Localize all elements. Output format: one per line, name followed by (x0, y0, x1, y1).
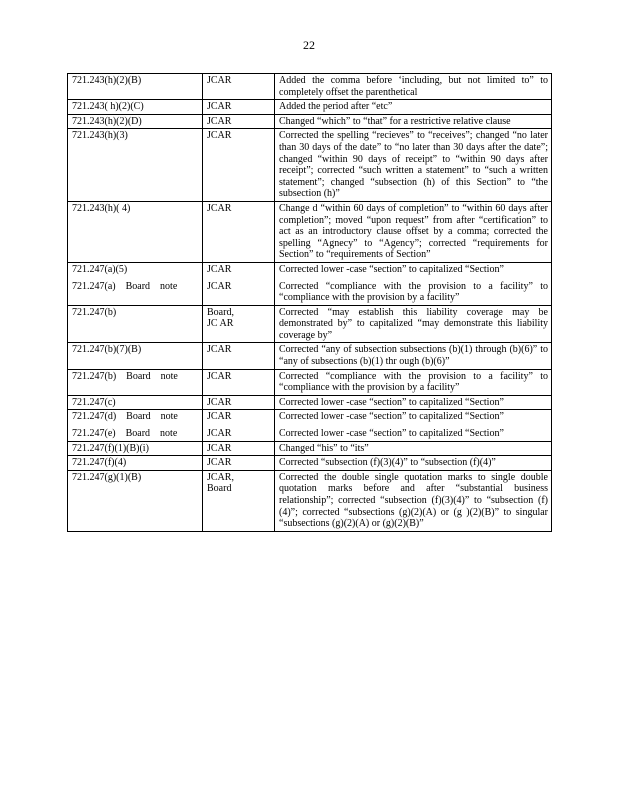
source-text: JCAR (207, 344, 232, 356)
section-text: 721.243(h)(2)(D) (72, 115, 142, 127)
source-text: JCAR (207, 263, 232, 275)
section-cell (68, 456, 203, 471)
change-text: Corrected “subsection (f)(3)(4)” to “subsection (f)(4)” (279, 457, 496, 469)
section-cell (68, 100, 203, 115)
table-row (68, 369, 552, 395)
source-text: JCAR, Board (207, 471, 234, 495)
section-cell (68, 343, 203, 369)
table-row (68, 74, 552, 100)
change-text: Corrected lower -case “section” to capitalized “Section” (279, 428, 504, 440)
change-cell (275, 343, 552, 369)
table-row (68, 441, 552, 456)
change-text: Corrected lower -case “section” to capitalized “Section” (279, 411, 504, 423)
table-row (68, 114, 552, 129)
source-text: JCAR (207, 101, 232, 113)
change-cell (275, 305, 552, 343)
change-text: Corrected “compliance with the provision to a facility” to “compliance with the provision by a facility” (279, 280, 551, 304)
section-cell (68, 129, 203, 202)
source-cell (203, 114, 275, 129)
section-cell (68, 369, 203, 395)
source-text: JCAR (207, 130, 232, 142)
section-text: 721.247(c) (72, 396, 116, 408)
table-row (68, 262, 552, 305)
source-cell (203, 262, 275, 305)
change-text: Corrected “compliance with the provision to a facility” to “compliance with the provision by a facility” (279, 370, 551, 394)
section-text: 721.243(h)(2)(B) (72, 75, 142, 86)
source-text: JCAR (207, 75, 232, 86)
change-cell (275, 74, 552, 100)
change-cell (275, 201, 552, 262)
section-cell (68, 441, 203, 456)
section-text: 721.247(b)(7)(B) (72, 344, 142, 356)
change-cell (275, 395, 552, 410)
change-text: Added the comma before ‘including, but not limited to” to completely offset the parenthetical (279, 75, 551, 98)
table-row (68, 129, 552, 202)
changes-table-body (68, 74, 552, 532)
source-text: JCAR (207, 280, 232, 292)
section-text: 721.247(b) Board note (72, 370, 178, 382)
section-cell (68, 201, 203, 262)
source-text: JCAR (207, 411, 232, 423)
change-text: Corrected lower -case “section” to capitalized “Section” (279, 263, 504, 275)
section-text: 721.243( h)(2)(C) (72, 101, 144, 113)
table-row (68, 470, 552, 531)
source-cell (203, 470, 275, 531)
change-text: Added the period after “etc” (279, 101, 393, 113)
source-text: JCAR (207, 428, 232, 440)
source-cell (203, 100, 275, 115)
section-text: 721.247(e) Board note (72, 428, 178, 440)
table-row (68, 410, 552, 441)
change-cell (275, 470, 552, 531)
change-text: Corrected the spelling “recieves” to “receives”; changed “no later than 30 days of the date” to “no later than 30 days after the date”; changed “within 90 days of receipt” to “within 90 days after receipt”; corrected “such written a statement” to “such a written statement”; changed “subsection (h) of this Section” to “the subsection (h)” (279, 130, 551, 200)
page-number: 22 (303, 38, 315, 52)
section-cell (68, 470, 203, 531)
change-cell (275, 456, 552, 471)
table-row (68, 100, 552, 115)
section-cell (68, 74, 203, 100)
table-row (68, 456, 552, 471)
source-cell (203, 201, 275, 262)
section-text: 721.243(h)( 4) (72, 202, 131, 214)
change-cell (275, 410, 552, 441)
change-text: Change d “within 60 days of completion” to “within 60 days after completion”; moved “upon request” from after “certification” to act as an introductory clause offset by a comma; corrected the spelling “Agnecy” to “Agency”; corrected “requirements for Section” to “requirements of Section” (279, 202, 551, 261)
source-text: JCAR (207, 115, 232, 127)
source-text: JCAR (207, 396, 232, 408)
source-cell (203, 441, 275, 456)
source-cell (203, 395, 275, 410)
source-cell (203, 129, 275, 202)
section-text: 721.247(g)(1)(B) (72, 471, 142, 483)
source-text: JCAR (207, 442, 232, 454)
table-row (68, 343, 552, 369)
change-text: Corrected the double single quotation marks to single double quotation marks before and after “substantial business relationship”; corrected “subsection (f)(3)(4)” to “subsection (f)(4)”; corrected “subsections (g)(2)(A) or (g )(2)(B)” to singular “subsections (g)(2)(A) or (g)(2)(B)” (279, 471, 551, 530)
section-cell (68, 410, 203, 441)
change-cell (275, 441, 552, 456)
section-cell (68, 305, 203, 343)
source-text: JCAR (207, 457, 232, 469)
section-text: 721.247(f)(4) (72, 457, 127, 469)
change-text: Corrected “any of subsection subsections (b)(1) through (b)(6)” to “any of subsections (b)(1) thr ough (b)(6)” (279, 344, 551, 368)
source-text: Board, JC AR (207, 306, 234, 330)
source-text: JCAR (207, 370, 232, 382)
change-cell (275, 114, 552, 129)
section-cell (68, 114, 203, 129)
section-text: 721.247(d) Board note (72, 411, 178, 423)
change-cell (275, 262, 552, 305)
section-text: 721.243(h)(3) (72, 130, 128, 142)
change-cell (275, 100, 552, 115)
table-row (68, 395, 552, 410)
section-text: 721.247(a) Board note (72, 280, 178, 292)
changes-table (67, 73, 552, 532)
section-text: 721.247(f)(1)(B)(i) (72, 442, 149, 454)
source-text: JCAR (207, 202, 232, 214)
change-text: Changed “his” to “its” (279, 442, 369, 454)
change-cell (275, 369, 552, 395)
change-text: Corrected lower -case “section” to capitalized “Section” (279, 396, 504, 408)
source-cell (203, 343, 275, 369)
section-text: 721.247(b) (72, 306, 117, 318)
table-row (68, 201, 552, 262)
change-cell (275, 129, 552, 202)
table-row (68, 305, 552, 343)
section-cell (68, 395, 203, 410)
change-text: Changed “which” to “that” for a restrictive relative clause (279, 115, 511, 127)
source-cell (203, 74, 275, 100)
source-cell (203, 305, 275, 343)
source-cell (203, 456, 275, 471)
source-cell (203, 369, 275, 395)
change-text: Corrected “may establish this liability coverage may be demonstrated by” to capitalized “may demonstrate this liability coverage by” (279, 306, 551, 341)
source-cell (203, 410, 275, 441)
section-text: 721.247(a)(5) (72, 263, 128, 275)
section-cell (68, 262, 203, 305)
